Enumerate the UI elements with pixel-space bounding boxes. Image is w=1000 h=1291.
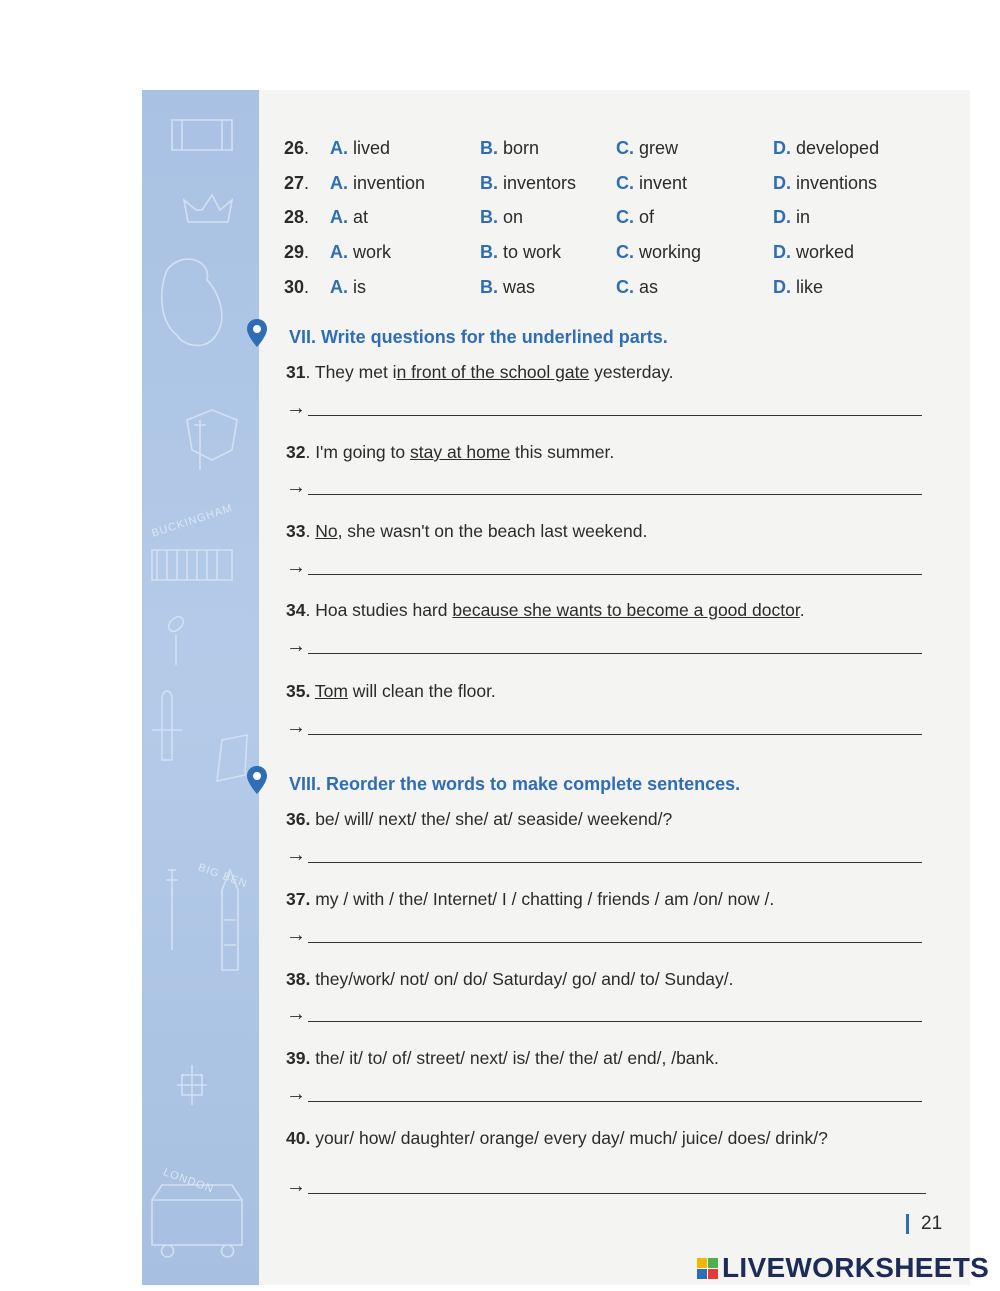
arrow-icon: → — [286, 844, 306, 866]
option-a[interactable]: A. lived — [330, 138, 391, 158]
mc-question-27: 27. A. invention B. inventors C. invent D. inventions — [284, 173, 878, 193]
option-c[interactable]: C. of — [616, 207, 655, 227]
option-b[interactable]: B. on — [480, 207, 524, 227]
arrow-icon: → — [286, 1175, 306, 1197]
arrow-icon: → — [286, 1083, 306, 1105]
question-37: 37. my / with / the/ Internet/ I / chatting / friends / am /on/ now /. — [286, 889, 775, 909]
london-doodles-illustration — [142, 90, 259, 1285]
arrow-icon: → — [286, 716, 306, 738]
mc-question-30: 30. A. is B. was C. as D. like — [284, 277, 824, 297]
question-39: 39. the/ it/ to/ of/ street/ next/ is/ the/ the/ at/ end/, /bank. — [286, 1048, 719, 1068]
answer-line[interactable] — [308, 862, 922, 863]
answer-line[interactable] — [308, 415, 922, 416]
question-number: 27 — [284, 173, 305, 193]
question-33: 33. No, she wasn't on the beach last weekend. — [286, 521, 648, 541]
arrow-icon: → — [286, 924, 306, 946]
option-d[interactable]: D. inventions — [773, 173, 878, 193]
arrow-icon: → — [286, 397, 306, 419]
mc-question-28: 28. A. at B. on C. of D. in — [284, 207, 811, 227]
option-d[interactable]: D. in — [773, 207, 811, 227]
option-d[interactable]: D. like — [773, 277, 824, 297]
option-c[interactable]: C. as — [616, 277, 659, 297]
option-b[interactable]: B. inventors — [480, 173, 577, 193]
liveworksheets-mark-icon — [697, 1258, 718, 1279]
location-pin-icon — [246, 765, 268, 795]
question-31: 31. They met in front of the school gate yesterday. — [286, 362, 674, 382]
question-number: 26 — [284, 138, 305, 158]
answer-line[interactable] — [308, 942, 922, 943]
question-36: 36. be/ will/ next/ the/ she/ at/ seaside/ weekend/? — [286, 809, 673, 829]
question-38: 38. they/work/ not/ on/ do/ Saturday/ go/ and/ to/ Sunday/. — [286, 969, 734, 989]
option-b[interactable]: B. to work — [480, 242, 562, 262]
question-34: 34. Hoa studies hard because she wants to become a good doctor. — [286, 600, 805, 620]
option-c[interactable]: C. invent — [616, 173, 688, 193]
option-b[interactable]: B. was — [480, 277, 536, 297]
answer-line[interactable] — [308, 1193, 926, 1194]
arrow-icon: → — [286, 1003, 306, 1025]
answer-line[interactable] — [308, 574, 922, 575]
london-label: LONDON — [161, 1166, 216, 1196]
answer-line[interactable] — [308, 494, 922, 495]
question-35: 35. Tom will clean the floor. — [286, 681, 496, 701]
location-pin-icon — [246, 318, 268, 348]
option-a[interactable]: A. is — [330, 277, 366, 297]
section-vii-title: VII. Write questions for the underlined parts. — [289, 327, 668, 347]
answer-line[interactable] — [308, 734, 922, 735]
option-a[interactable]: A. invention — [330, 173, 426, 193]
arrow-icon: → — [286, 635, 306, 657]
decorative-sidebar — [142, 90, 259, 1285]
buckingham-label: BUCKINGHAM — [150, 502, 235, 540]
bigben-label: BIG BEN — [196, 861, 250, 891]
mc-question-26: 26. A. lived B. born C. grew D. developed — [284, 138, 880, 158]
liveworksheets-logo — [697, 1253, 989, 1283]
brand-name: LIVEWORKSHEETS — [722, 1252, 990, 1283]
question-number: 30 — [284, 277, 305, 297]
worksheet-page — [142, 90, 970, 1285]
arrow-icon: → — [286, 476, 306, 498]
option-a[interactable]: A. at — [330, 207, 369, 227]
question-40: 40. your/ how/ daughter/ orange/ every day/ much/ juice/ does/ drink/? — [286, 1128, 828, 1148]
page-number: 21 — [906, 1213, 942, 1235]
option-c[interactable]: C. working — [616, 242, 702, 262]
question-number: 29 — [284, 242, 305, 262]
option-d[interactable]: D. worked — [773, 242, 855, 262]
arrow-icon: → — [286, 556, 306, 578]
question-number: 28 — [284, 207, 305, 227]
option-b[interactable]: B. born — [480, 138, 540, 158]
option-d[interactable]: D. developed — [773, 138, 880, 158]
answer-line[interactable] — [308, 1101, 922, 1102]
section-viii-title: VIII. Reorder the words to make complete sentences. — [289, 774, 741, 794]
mc-question-29: 29. A. work B. to work C. working D. worked — [284, 242, 855, 262]
answer-line[interactable] — [308, 1021, 922, 1022]
option-c[interactable]: C. grew — [616, 138, 679, 158]
answer-line[interactable] — [308, 653, 922, 654]
question-32: 32. I'm going to stay at home this summer. — [286, 442, 615, 462]
option-a[interactable]: A. work — [330, 242, 392, 262]
page-number-bar — [906, 1214, 909, 1234]
